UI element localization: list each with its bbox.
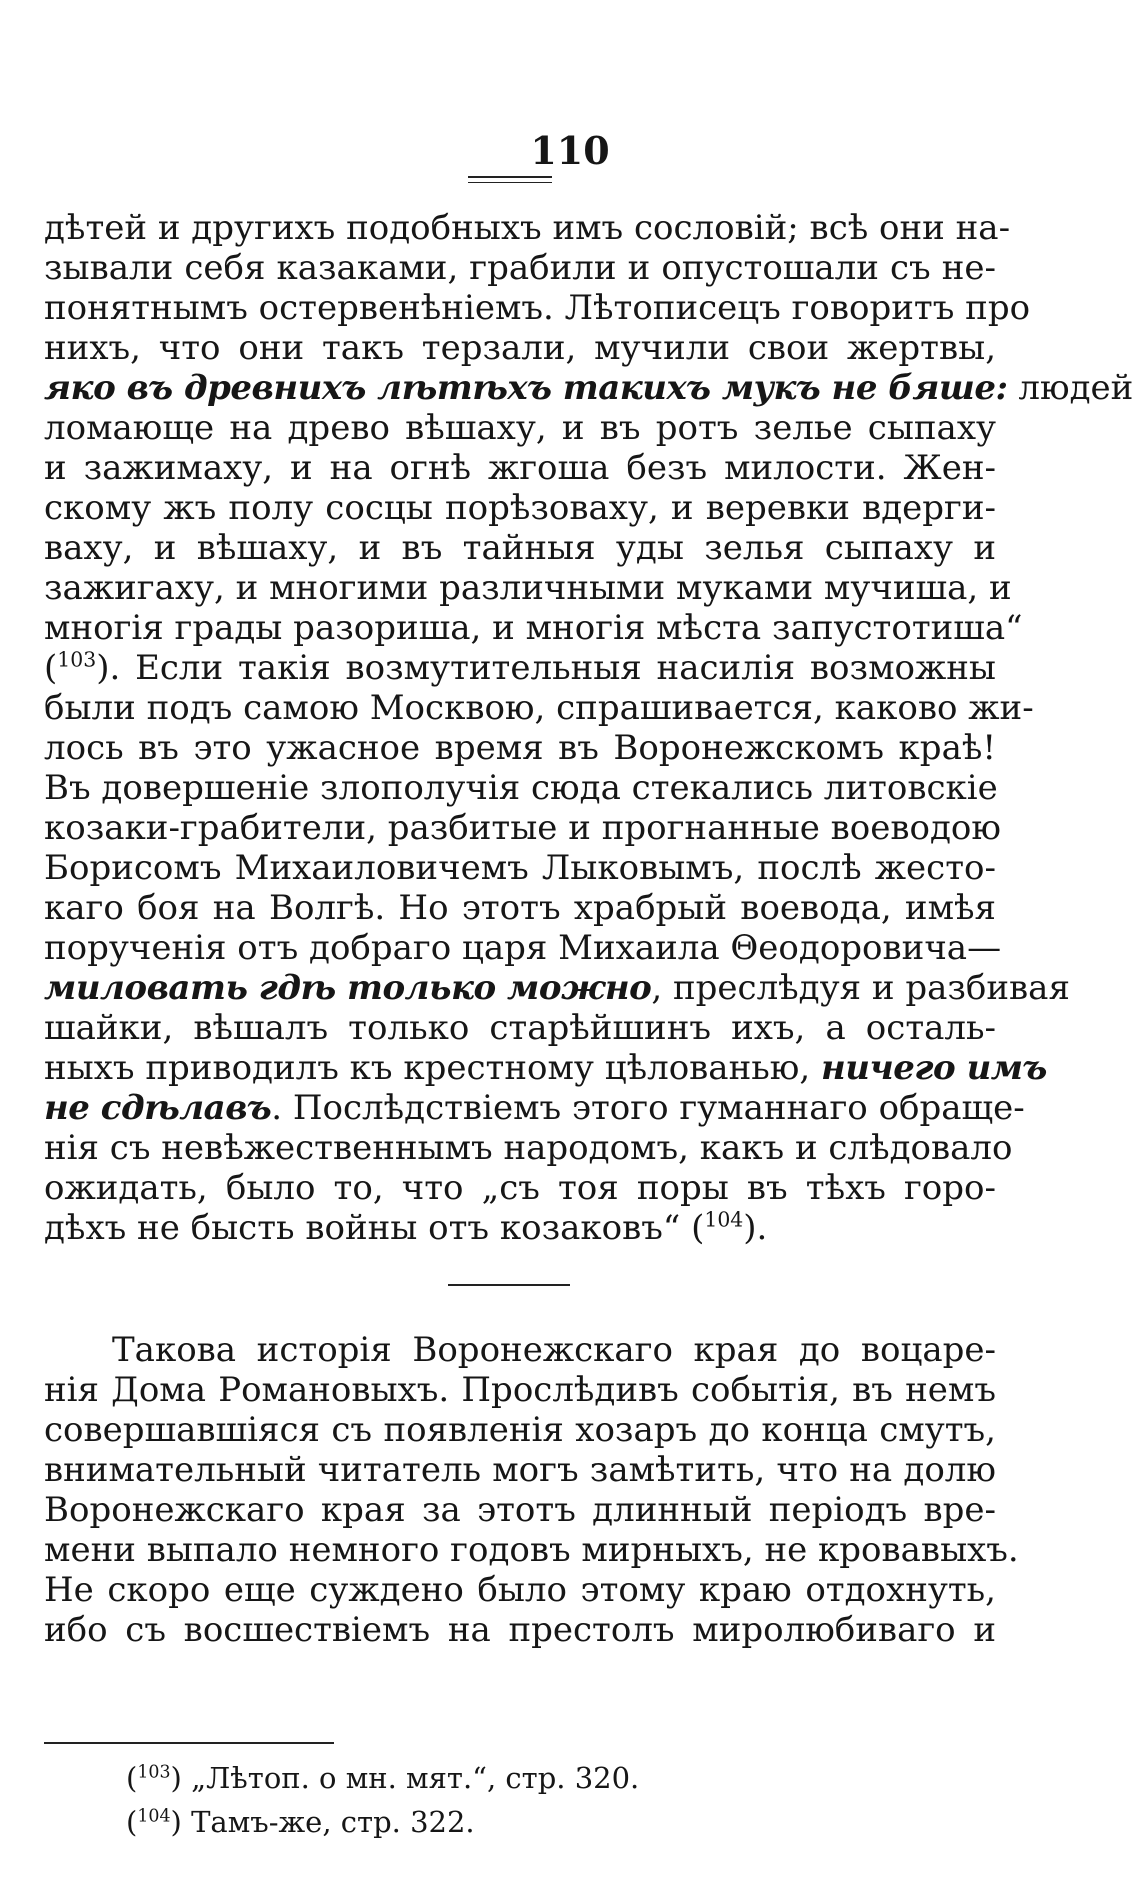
italic-quote: яко въ древнихъ лѣтѣхъ такихъ мукъ не бяше: xyxy=(44,368,1008,408)
text-line xyxy=(44,1208,996,1248)
footnote-ref-103: 103 xyxy=(57,647,97,672)
text-line: внимательный читатель могъ замѣтить, что на долю xyxy=(44,1450,996,1490)
text-line: козаки-грабители, разбитые и прогнанные воеводою xyxy=(44,808,1001,848)
text-line: ибо съ восшествіемъ на престолъ миролюбиваго и xyxy=(44,1610,996,1650)
text-run: . Послѣдствіемъ этого гуманнаго обраще- xyxy=(271,1088,1025,1128)
text-line: ломающе на древо вѣшаху, и въ ротъ зелье сыпаху xyxy=(44,408,996,448)
text-line: лось въ это ужасное время въ Воронежскомъ краѣ! xyxy=(44,728,996,768)
text-line: нія Дома Романовыхъ. Прослѣдивъ событія, въ немъ xyxy=(44,1370,996,1410)
text-line: дѣтей и другихъ подобныхъ имъ сословій; всѣ они на- xyxy=(44,208,1011,248)
text-line xyxy=(44,368,1134,408)
text-run: ). Если такія возмутительныя насилія возможны xyxy=(96,648,996,688)
text-run: ( xyxy=(126,1761,138,1795)
text-run: дѣхъ не бысть войны отъ козаковъ“ ( xyxy=(44,1208,705,1248)
text-line: Борисомъ Михаиловичемъ Лыковымъ, послѣ жесто- xyxy=(44,848,996,888)
text-run: людей xyxy=(1007,368,1134,408)
text-line: многія грады разориша, и многія мѣста запустотиша“ xyxy=(44,608,1023,648)
text-line: Въ довершеніе злополучія сюда стекались литовскіе xyxy=(44,768,998,808)
text-line xyxy=(44,648,996,688)
paragraph-2 xyxy=(44,1330,1019,1650)
text-line: скому жъ полу сосцы порѣзоваху, и веревки вдерги- xyxy=(44,488,996,528)
text-line xyxy=(44,968,1070,1008)
footnote-ref-104: 104 xyxy=(704,1207,744,1232)
footnote-104 xyxy=(126,1800,926,1844)
text-line xyxy=(44,1048,1047,1088)
page-number-rule xyxy=(468,176,552,183)
text-line xyxy=(44,1088,1025,1128)
text-line: Не скоро еще суждено было этому краю отдохнуть, xyxy=(44,1570,996,1610)
text-line: были подъ самою Москвою, спрашивается, каково жи- xyxy=(44,688,1034,728)
italic-quote: миловать гдѣ только можно xyxy=(44,968,652,1008)
footnote-text: ) „Лѣтоп. о мн. мят.“, стр. 320. xyxy=(170,1761,640,1795)
footnote-divider xyxy=(44,1742,334,1744)
italic-quote: ничего имъ xyxy=(820,1048,1047,1088)
text-run: ( xyxy=(126,1805,138,1839)
text-run: ( xyxy=(44,648,58,688)
text-line: понятнымъ остервенѣніемъ. Лѣтописецъ говоритъ про xyxy=(44,288,1031,328)
paragraph-1 xyxy=(44,208,1134,1248)
footnote-number: 103 xyxy=(137,1762,171,1783)
footnotes xyxy=(126,1756,926,1844)
italic-quote: не сдѣлавъ xyxy=(44,1088,272,1128)
text-line: нихъ, что они такъ терзали, мучили свои жертвы, xyxy=(44,328,996,368)
text-line: мени выпало немного годовъ мирныхъ, не кровавыхъ. xyxy=(44,1530,1019,1570)
text-line: Воронежскаго края за этотъ длинный періодъ вре- xyxy=(44,1490,996,1530)
text-line: совершавшіяся съ появленія хозаръ до конца смутъ, xyxy=(44,1410,996,1450)
section-divider xyxy=(448,1284,570,1286)
text-line: порученія отъ добраго царя Михаила Θеодоровича— xyxy=(44,928,1002,968)
text-line: зажигаху, и многими различными муками мучиша, и xyxy=(44,568,1012,608)
text-line: шайки, вѣшалъ только старѣйшинъ ихъ, а осталь- xyxy=(44,1008,996,1048)
footnote-text: ) Тамъ-же, стр. 322. xyxy=(170,1805,475,1839)
text-line: и зажимаху, и на огнѣ жгоша безъ милости. Жен- xyxy=(44,448,996,488)
text-line: ожидать, было то, что „съ тоя поры въ тѣхъ горо- xyxy=(44,1168,996,1208)
footnote-number: 104 xyxy=(137,1806,171,1827)
page-number: 110 xyxy=(530,128,610,173)
text-run: , преслѣдуя и разбивая xyxy=(651,968,1070,1008)
footnote-103 xyxy=(126,1756,926,1800)
text-line: ваху, и вѣшаху, и въ тайныя уды зелья сыпаху и xyxy=(44,528,996,568)
text-line: каго боя на Волгѣ. Но этотъ храбрый воевода, имѣя xyxy=(44,888,996,928)
text-line: Такова исторія Воронежскаго края до воцаре- xyxy=(112,1330,996,1370)
text-line: нія съ невѣжественнымъ народомъ, какъ и слѣдовало xyxy=(44,1128,1013,1168)
text-run: ныхъ приводилъ къ крестному цѣлованью, xyxy=(44,1048,821,1088)
text-line: зывали себя казаками, грабили и опустошали съ не- xyxy=(44,248,996,288)
text-run: ). xyxy=(743,1208,768,1248)
